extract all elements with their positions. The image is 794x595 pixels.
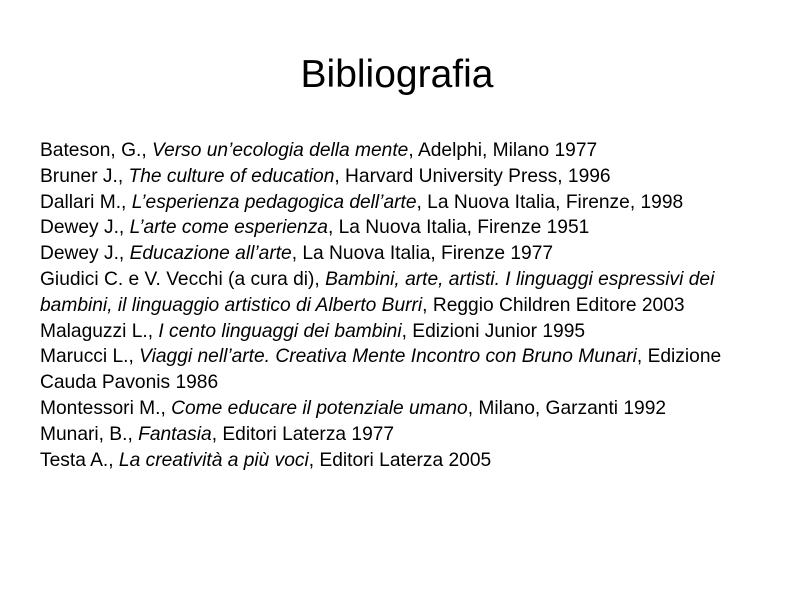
reference-details: , Reggio Children Editore 2003 [422, 294, 685, 316]
reference-title: Verso un’ecologia della mente [152, 140, 409, 161]
reference-title: Bambini, arte, artisti. I linguaggi espressivi dei bambini, il linguaggio artistico di Alberto Burri [40, 268, 715, 316]
reference-author: Dewey J., [40, 243, 130, 265]
reference-details: , Milano, Garzanti 1992 [467, 397, 667, 419]
reference-details: , Harvard University Press, 1996 [334, 165, 611, 187]
reference-title: Come educare il potenziale umano [171, 397, 468, 419]
reference-author: Testa A., [40, 449, 119, 471]
reference-item [40, 422, 750, 448]
reference-title: L’arte come esperienza [129, 217, 328, 239]
bibliography-list [40, 138, 750, 473]
reference-item [40, 319, 750, 345]
reference-title: Educazione all’arte [129, 243, 292, 265]
reference-title: Viaggi nell’arte. Creativa Mente Incontro con Bruno Munari [139, 346, 637, 368]
reference-item [40, 448, 750, 474]
reference-item [40, 164, 750, 190]
reference-author: Giudici C. e V. Vecchi (a cura di), [40, 268, 326, 290]
reference-author: Dallari M., [40, 191, 132, 213]
reference-item [40, 215, 750, 241]
reference-details: , Adelphi, Milano 1977 [408, 140, 598, 161]
reference-details: , La Nuova Italia, Firenze, 1998 [416, 191, 684, 213]
reference-author: Bruner J., [40, 165, 129, 187]
reference-author: Marucci L., [40, 346, 140, 368]
reference-author: Montessori M., [40, 397, 172, 419]
reference-details: , Editori Laterza 2005 [308, 449, 492, 471]
reference-title: L’esperienza pedagogica dell’arte [131, 191, 417, 213]
reference-author: Bateson, G., [40, 140, 152, 161]
reference-title: The culture of education [128, 165, 335, 187]
reference-title: I cento linguaggi dei bambini [158, 320, 402, 342]
reference-item [40, 344, 750, 396]
reference-author: Malaguzzi L., [40, 320, 159, 342]
reference-author: Dewey J., [40, 217, 130, 239]
reference-details: , Edizioni Junior 1995 [401, 320, 586, 342]
reference-item [40, 190, 750, 216]
reference-details: , La Nuova Italia, Firenze 1977 [291, 243, 554, 265]
reference-details: , Edizione Cauda Pavonis 1986 [40, 346, 722, 394]
reference-details: , La Nuova Italia, Firenze 1951 [327, 217, 590, 239]
reference-title: La creatività a più voci [118, 449, 309, 471]
reference-details: , Editori Laterza 1977 [211, 423, 395, 445]
slide-title: Bibliografia [300, 53, 494, 96]
reference-item [40, 267, 750, 319]
reference-title: Fantasia [138, 423, 212, 445]
reference-item [40, 138, 750, 164]
reference-item [40, 241, 750, 267]
reference-author: Munari, B., [40, 423, 139, 445]
reference-item [40, 396, 750, 422]
